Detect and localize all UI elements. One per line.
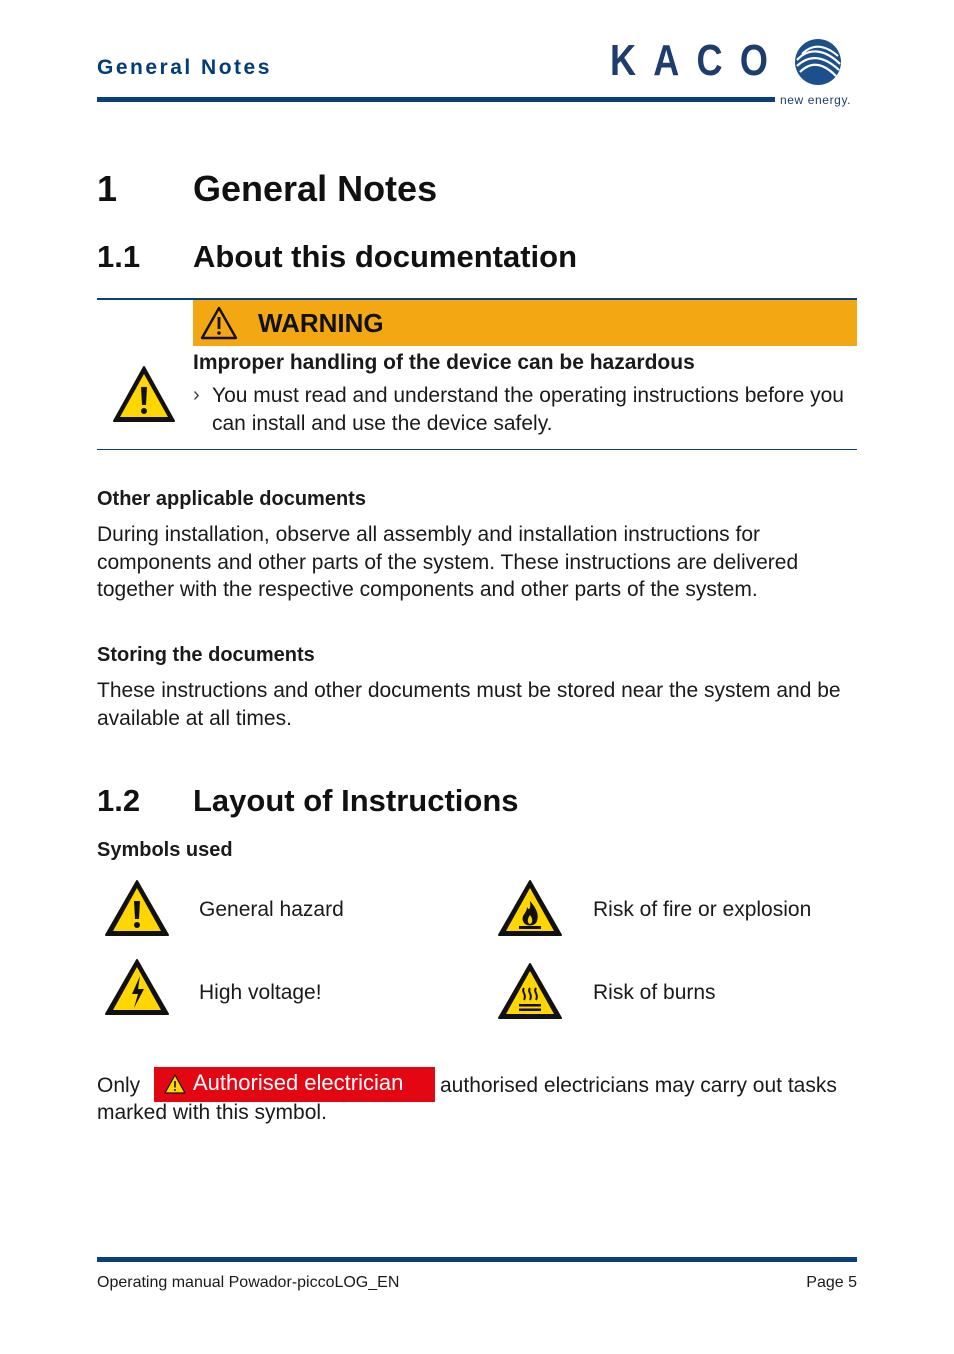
section-number: 1.1: [97, 239, 141, 274]
chapter-title: General Notes: [193, 168, 438, 209]
kaco-logo-globe-icon: [794, 38, 842, 86]
warning-triangle-icon: [200, 306, 238, 340]
storing-heading: Storing the documents: [97, 644, 315, 666]
symbol-label: Risk of fire or explosion: [593, 898, 812, 921]
authorised-prefix: Only: [97, 1074, 141, 1097]
kaco-logo-text: KACO: [610, 36, 786, 85]
running-header-title: General Notes: [97, 56, 272, 79]
header-rule: [97, 97, 775, 102]
section-title: About this documentation: [193, 239, 578, 274]
warning-heading: Improper handling of the device can be hazardous: [193, 351, 695, 374]
general-hazard-icon: [112, 365, 176, 423]
warning-triangle-icon: [164, 1074, 186, 1094]
symbol-label: General hazard: [199, 898, 344, 921]
chapter-number: 1: [97, 168, 118, 209]
general-hazard-icon: [104, 879, 170, 937]
warning-label: WARNING: [258, 308, 384, 338]
footer-document-title: Operating manual Powador-piccoLOG_EN: [97, 1274, 400, 1291]
other-docs-paragraph: During installation, observe all assembly and installation instructions for components and other parts of the system. These instructions are delivered together with the respective components and other parts of the system.: [97, 523, 799, 601]
footer-rule: [97, 1257, 857, 1262]
symbols-heading: Symbols used: [97, 839, 233, 861]
authorised-suffix: authorised electricians may carry out tasks: [440, 1074, 837, 1097]
high-voltage-icon: [104, 958, 170, 1016]
symbol-label: Risk of burns: [593, 981, 716, 1004]
warning-instruction: You must read and understand the operating instructions before you can install and use the device safely.: [212, 384, 844, 435]
hot-surface-icon: [497, 962, 563, 1020]
other-docs-heading: Other applicable documents: [97, 488, 366, 510]
authorised-line2: marked with this symbol.: [97, 1101, 327, 1124]
fire-explosion-icon: [497, 879, 563, 937]
authorised-electrician-label: Authorised electrician: [193, 1070, 404, 1095]
symbol-label: High voltage!: [199, 981, 322, 1004]
section-number: 1.2: [97, 783, 141, 818]
section-title: Layout of Instructions: [193, 783, 519, 818]
storing-paragraph: These instructions and other documents must be stored near the system and be available at all times.: [97, 679, 841, 730]
warning-bottom-rule: [97, 449, 857, 450]
kaco-logo-tagline: new energy.: [780, 93, 852, 107]
bullet-marker: ›: [193, 384, 200, 406]
footer-page-number: Page 5: [806, 1274, 857, 1291]
